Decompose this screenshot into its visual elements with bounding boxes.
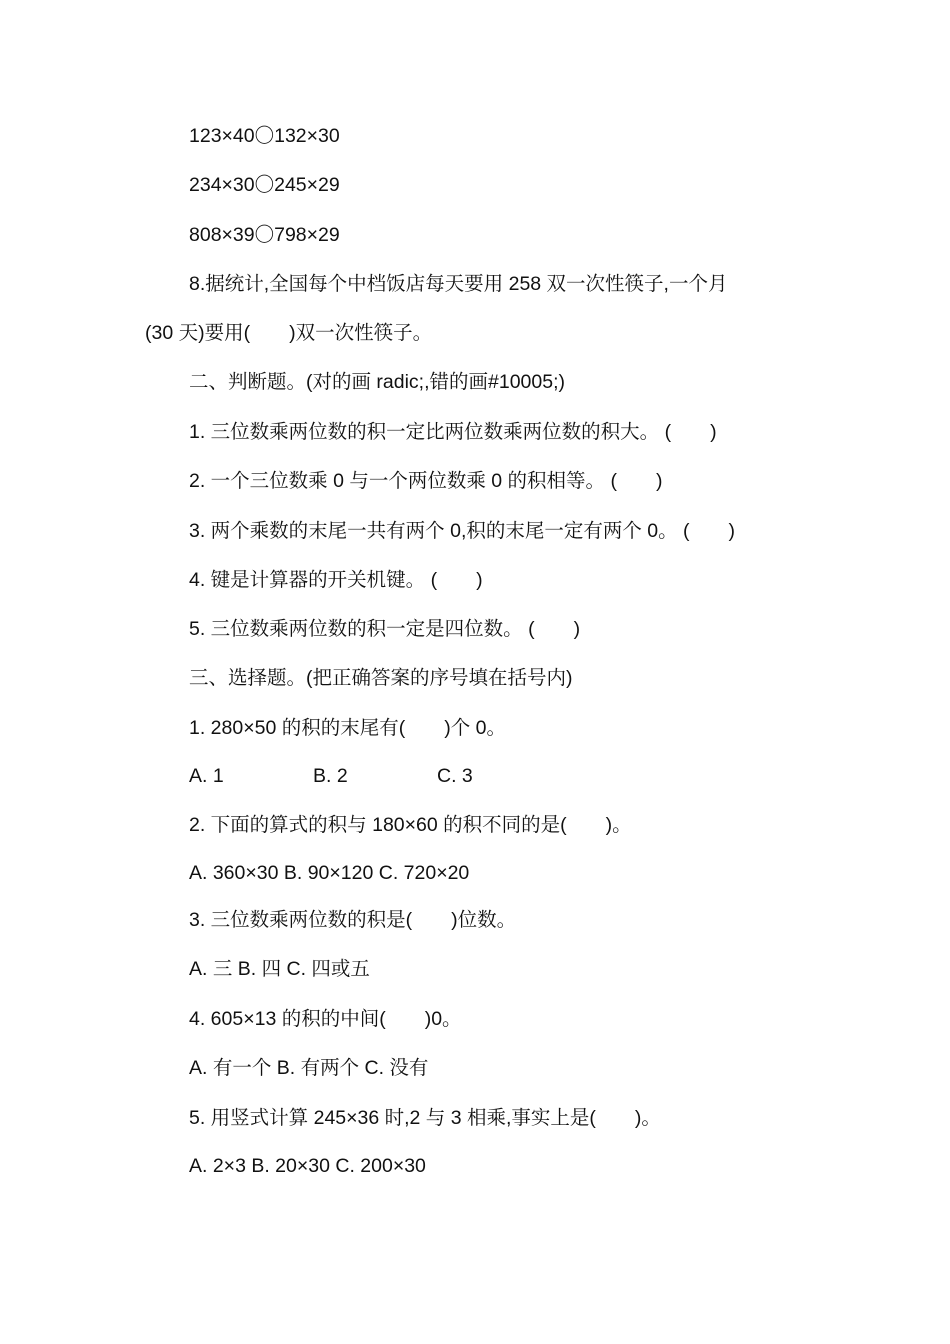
compare-item-3: 808×39〇798×29 xyxy=(189,224,340,246)
choice-question-5: 5. 用竖式计算 245×36 时,2 与 3 相乘,事实上是( )。 xyxy=(189,1107,661,1129)
fill-question-8-line-1: 8.据统计,全国每个中档饭店每天要用 258 双一次性筷子,一个月 xyxy=(189,273,728,295)
section-2-title: 二、判断题。(对的画 radic;,错的画#10005;) xyxy=(189,371,565,393)
judge-item-1: 1. 三位数乘两位数的积一定比两位数乘两位数的积大。 ( ) xyxy=(189,421,717,443)
choice-question-3-options: A. 三 B. 四 C. 四或五 xyxy=(189,958,370,980)
judge-item-3: 3. 两个乘数的末尾一共有两个 0,积的末尾一定有两个 0。 ( ) xyxy=(189,520,736,542)
choice-question-2: 2. 下面的算式的积与 180×60 的积不同的是( )。 xyxy=(189,814,632,836)
section-3-title: 三、选择题。(把正确答案的序号填在括号内) xyxy=(189,667,573,689)
judge-item-5: 5. 三位数乘两位数的积一定是四位数。 ( ) xyxy=(189,618,581,640)
option-a: A. 1 xyxy=(189,765,224,787)
option-c: C. 3 xyxy=(437,765,473,787)
choice-question-3: 3. 三位数乘两位数的积是( )位数。 xyxy=(189,909,517,931)
option-b: B. 2 xyxy=(313,765,348,787)
choice-question-2-options: A. 360×30 B. 90×120 C. 720×20 xyxy=(189,862,470,884)
choice-question-4-options: A. 有一个 B. 有两个 C. 没有 xyxy=(189,1057,429,1079)
judge-item-2: 2. 一个三位数乘 0 与一个两位数乘 0 的积相等。 ( ) xyxy=(189,470,663,492)
compare-item-2: 234×30〇245×29 xyxy=(189,174,340,196)
choice-question-1: 1. 280×50 的积的末尾有( )个 0。 xyxy=(189,717,506,739)
fill-question-8-line-2: (30 天)要用( )双一次性筷子。 xyxy=(145,322,433,344)
judge-item-4: 4. 键是计算器的开关机键。 ( ) xyxy=(189,569,483,591)
compare-item-1: 123×40〇132×30 xyxy=(189,125,340,147)
choice-question-4: 4. 605×13 的积的中间( )0。 xyxy=(189,1008,462,1030)
choice-question-5-options: A. 2×3 B. 20×30 C. 200×30 xyxy=(189,1155,426,1177)
